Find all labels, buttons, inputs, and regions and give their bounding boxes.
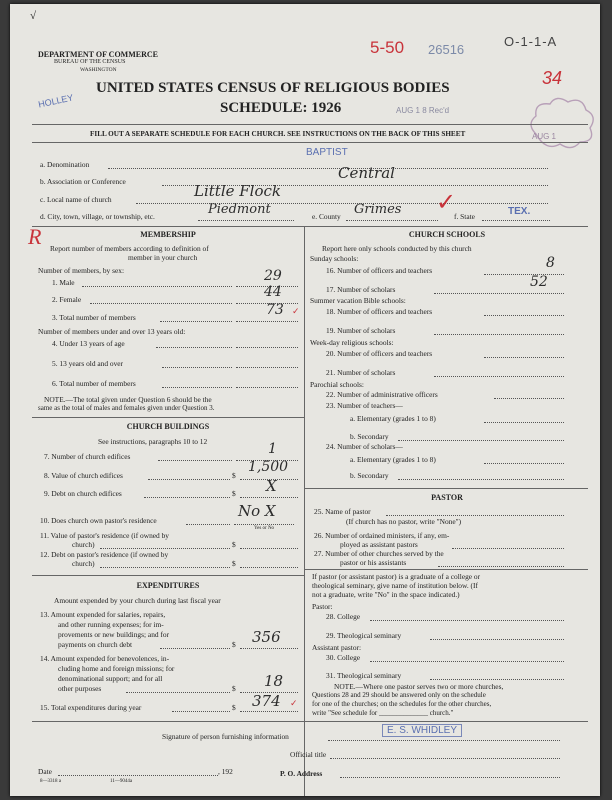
year-label: , 192 xyxy=(218,767,233,776)
q4-label: 4. Under 13 years of age xyxy=(52,339,125,348)
q19-field[interactable] xyxy=(434,334,564,335)
church-name-field[interactable] xyxy=(136,203,548,204)
q4-leader xyxy=(156,347,232,348)
pastor-note-4: write "See schedule for ______________ church." xyxy=(312,709,454,717)
rule-buildings xyxy=(32,417,304,418)
q3-label: 3. Total number of members xyxy=(52,313,136,322)
state-field[interactable] xyxy=(482,220,550,221)
q25-note: (If church has no pastor, write "None") xyxy=(346,517,462,526)
check-mark-county: ✓ xyxy=(436,190,457,216)
q13-label-3: provements or new buildings; and for xyxy=(58,630,170,639)
q13-label-1: 13. Amount expended for salaries, repairs, xyxy=(40,610,166,619)
q13-label-2: and other running expenses; for im- xyxy=(58,620,164,629)
q30-label: 30. College xyxy=(326,653,361,662)
rule-expenditures xyxy=(32,575,304,576)
q12-label-2: church) xyxy=(72,559,95,568)
schedule-title: SCHEDULE: 1926 xyxy=(220,100,342,116)
q14-label-1: 14. Amount expended for benevolences, in- xyxy=(40,654,170,663)
q10-value: No X xyxy=(238,502,276,520)
po-address-field[interactable] xyxy=(340,777,560,778)
q23a-field[interactable] xyxy=(484,422,564,423)
pastor-note-3: for one of the churches; on the schedules for the other churches, xyxy=(312,700,492,708)
q13-value: 356 xyxy=(252,628,281,646)
county-value: Grimes xyxy=(354,202,402,217)
members-by-sex-label: Number of members, by sex: xyxy=(38,266,124,275)
q15-check: ✓ xyxy=(290,698,298,708)
form-number-1: 8—3318 a xyxy=(40,779,61,784)
q27-label-2: pastor or his assistants xyxy=(340,558,407,567)
q12-label-1: 12. Debt on pastor's residence (if owned by xyxy=(40,550,169,559)
q16-label: 16. Number of officers and teachers xyxy=(326,266,433,275)
q15-leader xyxy=(172,711,230,712)
red-r-mark: R xyxy=(28,224,42,249)
q11-label-1: 11. Value of pastor's residence (if owned by xyxy=(40,531,169,540)
membership-title: MEMBERSHIP xyxy=(140,230,196,239)
received-stamp: AUG 1 8 Rec'd xyxy=(396,106,450,115)
q11-label-2: church) xyxy=(72,540,95,549)
q12-field[interactable] xyxy=(240,567,298,568)
rule-sections-top xyxy=(32,226,588,227)
q27-label-1: 27. Number of other churches served by the xyxy=(314,549,444,558)
po-address-label: P. O. Address xyxy=(280,769,323,778)
q24-label: 24. Number of scholars— xyxy=(326,442,403,451)
q7-leader xyxy=(158,460,232,461)
q12-leader xyxy=(100,567,230,568)
q13-dollar: $ xyxy=(232,640,236,649)
q14-label-3: denominational support; and for all xyxy=(58,674,163,683)
q27-field[interactable] xyxy=(438,566,564,567)
signature-label: Signature of person furnishing information xyxy=(162,732,289,741)
pastor-note-2: Questions 28 and 29 should be answered only on the schedule xyxy=(312,691,486,699)
rule-header-bottom xyxy=(32,142,588,143)
official-title-field[interactable] xyxy=(330,758,560,759)
q20-field[interactable] xyxy=(484,357,564,358)
q24b-field[interactable] xyxy=(398,479,564,480)
separate-schedule-instruction: FILL OUT A SEPARATE SCHEDULE FOR EACH CHURCH. SEE INSTRUCTIONS ON THE BACK OF THIS SHEET xyxy=(90,130,466,138)
q12-dollar: $ xyxy=(232,559,236,568)
q24a-label: a. Elementary (grades 1 to 8) xyxy=(350,455,436,464)
aug-corner-stamp: AUG 1 xyxy=(532,132,557,141)
membership-note-1: NOTE.—The total given under Question 6 should be the xyxy=(44,395,212,404)
expenditures-title: EXPENDITURES xyxy=(136,581,200,590)
q3-leader xyxy=(160,321,232,322)
form-title: UNITED STATES CENSUS OF RELIGIOUS BODIES xyxy=(96,80,450,96)
q5-field[interactable] xyxy=(236,367,298,368)
pastor-title: PASTOR xyxy=(431,493,463,502)
denomination-field[interactable] xyxy=(108,168,548,169)
membership-note-2: same as the total of males and females given under Question 3. xyxy=(38,404,215,412)
q5-label: 5. 13 years old and over xyxy=(52,359,124,368)
graduate-note-1: If pastor (or assistant pastor) is a graduate of a college or xyxy=(312,572,481,581)
holley-stamp: HOLLEY xyxy=(37,92,75,110)
denomination-label: a. Denomination xyxy=(40,160,90,169)
q30-field[interactable] xyxy=(370,661,564,662)
q31-label: 31. Theological seminary xyxy=(326,671,402,680)
county-field[interactable] xyxy=(346,220,438,221)
q28-field[interactable] xyxy=(370,620,564,621)
expenditures-sub: Amount expended by your church during last fiscal year xyxy=(54,596,221,605)
assistant-sub-label: Assistant pastor: xyxy=(312,643,362,652)
q11-dollar: $ xyxy=(232,540,236,549)
q9-dollar: $ xyxy=(232,489,236,498)
q25-field[interactable] xyxy=(386,515,564,516)
q8-value: 1,500 xyxy=(248,459,289,475)
column-divider xyxy=(304,226,305,796)
q16-field[interactable] xyxy=(484,274,564,275)
q11-field[interactable] xyxy=(240,548,298,549)
church-name-label: c. Local name of church xyxy=(40,195,112,204)
q10-leader xyxy=(186,524,230,525)
q2-label: 2. Female xyxy=(52,295,82,304)
q9-field[interactable] xyxy=(240,497,298,498)
q25-label: 25. Name of pastor xyxy=(314,507,371,516)
q2-value: 44 xyxy=(264,284,282,300)
q21-field[interactable] xyxy=(434,376,564,377)
q26-label-1: 26. Number of ordained ministers, if any, em- xyxy=(314,531,450,540)
q14-label-4: other purposes xyxy=(58,684,102,693)
q14-dollar: $ xyxy=(232,684,236,693)
q3-field[interactable] xyxy=(236,321,298,322)
graduate-note-3: not a graduate, write "No" in the space indicated.) xyxy=(312,590,460,599)
date-label: Date xyxy=(38,767,52,776)
rule-header-top xyxy=(32,124,588,125)
q23b-field[interactable] xyxy=(398,440,564,441)
q2-leader xyxy=(90,303,232,304)
q17-label: 17. Number of scholars xyxy=(326,285,396,294)
association-value: Central xyxy=(338,164,395,182)
q19-label: 19. Number of scholars xyxy=(326,326,396,335)
pastor-note-1: NOTE.—Where one pastor serves two or more churches, xyxy=(334,682,504,691)
q3-value: 73 xyxy=(266,302,284,318)
q13-field[interactable] xyxy=(240,648,298,649)
rule-pastor xyxy=(304,488,588,489)
signature-stamp: E. S. WHIDLEY xyxy=(382,724,462,737)
sunday-label: Sunday schools: xyxy=(310,254,359,263)
margin-mark: √ xyxy=(30,10,37,22)
rule-graduate xyxy=(304,569,588,570)
membership-sub-1: Report number of members according to definition of xyxy=(50,244,209,253)
rule-footer xyxy=(32,721,588,722)
schools-sub: Report here only schools conducted by this church xyxy=(322,244,472,253)
q9-leader xyxy=(144,497,230,498)
city-field[interactable] xyxy=(198,220,294,221)
q8-dollar: $ xyxy=(232,471,236,480)
q14-leader xyxy=(126,692,230,693)
age-header: Number of members under and over 13 years old: xyxy=(38,327,186,336)
q23a-label: a. Elementary (grades 1 to 8) xyxy=(350,414,436,423)
date-field[interactable] xyxy=(58,775,218,776)
county-label: e. County xyxy=(312,212,341,221)
q23-label: 23. Number of teachers— xyxy=(326,401,403,410)
bureau-label: BUREAU OF THE CENSUS xyxy=(54,59,126,65)
q28-label: 28. College xyxy=(326,612,361,621)
church-name-value: Little Flock xyxy=(194,182,281,200)
q26-field[interactable] xyxy=(452,548,564,549)
serial-number: 26516 xyxy=(428,42,465,57)
city-label-field: d. City, town, village, or township, etc. xyxy=(40,212,155,221)
code-number: O-1-1-A xyxy=(504,34,558,49)
q11-leader xyxy=(100,548,230,549)
red-number-top: 5-50 xyxy=(370,38,405,57)
q7-label: 7. Number of church edifices xyxy=(44,452,131,461)
census-schedule-sheet xyxy=(10,4,600,796)
official-title-label: Official title xyxy=(290,750,327,759)
pastor-sub-label: Pastor: xyxy=(312,602,333,611)
q14-value: 18 xyxy=(264,672,284,690)
q10-label: 10. Does church own pastor's residence xyxy=(40,516,157,525)
schools-title: CHURCH SCHOOLS xyxy=(408,230,486,239)
city-value: Piedmont xyxy=(208,202,271,217)
q6-leader xyxy=(162,387,232,388)
membership-sub-2: member in your church xyxy=(128,253,198,262)
form-number-2: 11—9044a xyxy=(110,779,133,784)
q9-value: X xyxy=(266,477,277,495)
q15-label: 15. Total expenditures during year xyxy=(40,703,142,712)
q21-label: 21. Number of scholars xyxy=(326,368,396,377)
q22-field[interactable] xyxy=(494,398,564,399)
q29-field[interactable] xyxy=(430,639,564,640)
q24b-label: b. Secondary xyxy=(350,471,389,480)
q9-label: 9. Debt on church edifices xyxy=(44,489,122,498)
q13-label-4: payments on church debt xyxy=(58,640,133,649)
q15-value: 374 xyxy=(252,692,281,710)
q15-dollar: $ xyxy=(232,703,236,712)
buildings-title: CHURCH BUILDINGS xyxy=(126,422,210,431)
q14-label-2: cluding home and foreign missions; for xyxy=(58,664,175,673)
q18-label: 18. Number of officers and teachers xyxy=(326,307,433,316)
summer-label: Summer vacation Bible schools: xyxy=(310,296,406,305)
yes-no-hint: Yes or No xyxy=(254,526,275,531)
city-label: WASHINGTON xyxy=(80,67,117,73)
state-stamp: TEX. xyxy=(508,206,531,217)
q6-field[interactable] xyxy=(236,387,298,388)
q7-value: 1 xyxy=(268,441,277,457)
weekday-label: Week-day religious schools: xyxy=(310,338,394,347)
q17-field[interactable] xyxy=(434,293,564,294)
q18-field[interactable] xyxy=(484,315,564,316)
q16-value: 8 xyxy=(546,255,555,271)
q3-check: ✓ xyxy=(292,306,300,316)
q15-field[interactable] xyxy=(240,711,298,712)
q26-label-2: ployed as assistant pastors xyxy=(340,540,418,549)
q24a-field[interactable] xyxy=(484,463,564,464)
q22-label: 22. Number of administrative officers xyxy=(326,390,438,399)
q8-leader xyxy=(148,479,230,480)
q1-leader xyxy=(82,286,232,287)
q6-label: 6. Total number of members xyxy=(52,379,136,388)
q8-label: 8. Value of church edifices xyxy=(44,471,123,480)
dept-label: DEPARTMENT OF COMMERCE xyxy=(38,50,159,59)
q23b-label: b. Secondary xyxy=(350,432,389,441)
q10-field[interactable] xyxy=(234,524,294,525)
q1-label: 1. Male xyxy=(52,278,75,287)
red-number-right: 34 xyxy=(542,68,563,88)
state-label: f. State xyxy=(454,212,475,221)
denomination-stamp: BAPTIST xyxy=(306,147,348,158)
q29-label: 29. Theological seminary xyxy=(326,631,402,640)
q31-field[interactable] xyxy=(430,679,564,680)
q5-leader xyxy=(162,367,232,368)
signature-field[interactable] xyxy=(328,740,560,741)
q13-leader xyxy=(160,648,230,649)
graduate-note-2: theological seminary, give name of institution below. (If xyxy=(312,581,478,590)
q17-value: 52 xyxy=(530,274,548,290)
q20-label: 20. Number of officers and teachers xyxy=(326,349,433,358)
q1-value: 29 xyxy=(264,268,282,284)
buildings-sub: See instructions, paragraphs 10 to 12 xyxy=(98,437,208,446)
q4-field[interactable] xyxy=(236,347,298,348)
association-label: b. Association or Conference xyxy=(40,177,126,186)
parochial-label: Parochial schools: xyxy=(310,380,364,389)
